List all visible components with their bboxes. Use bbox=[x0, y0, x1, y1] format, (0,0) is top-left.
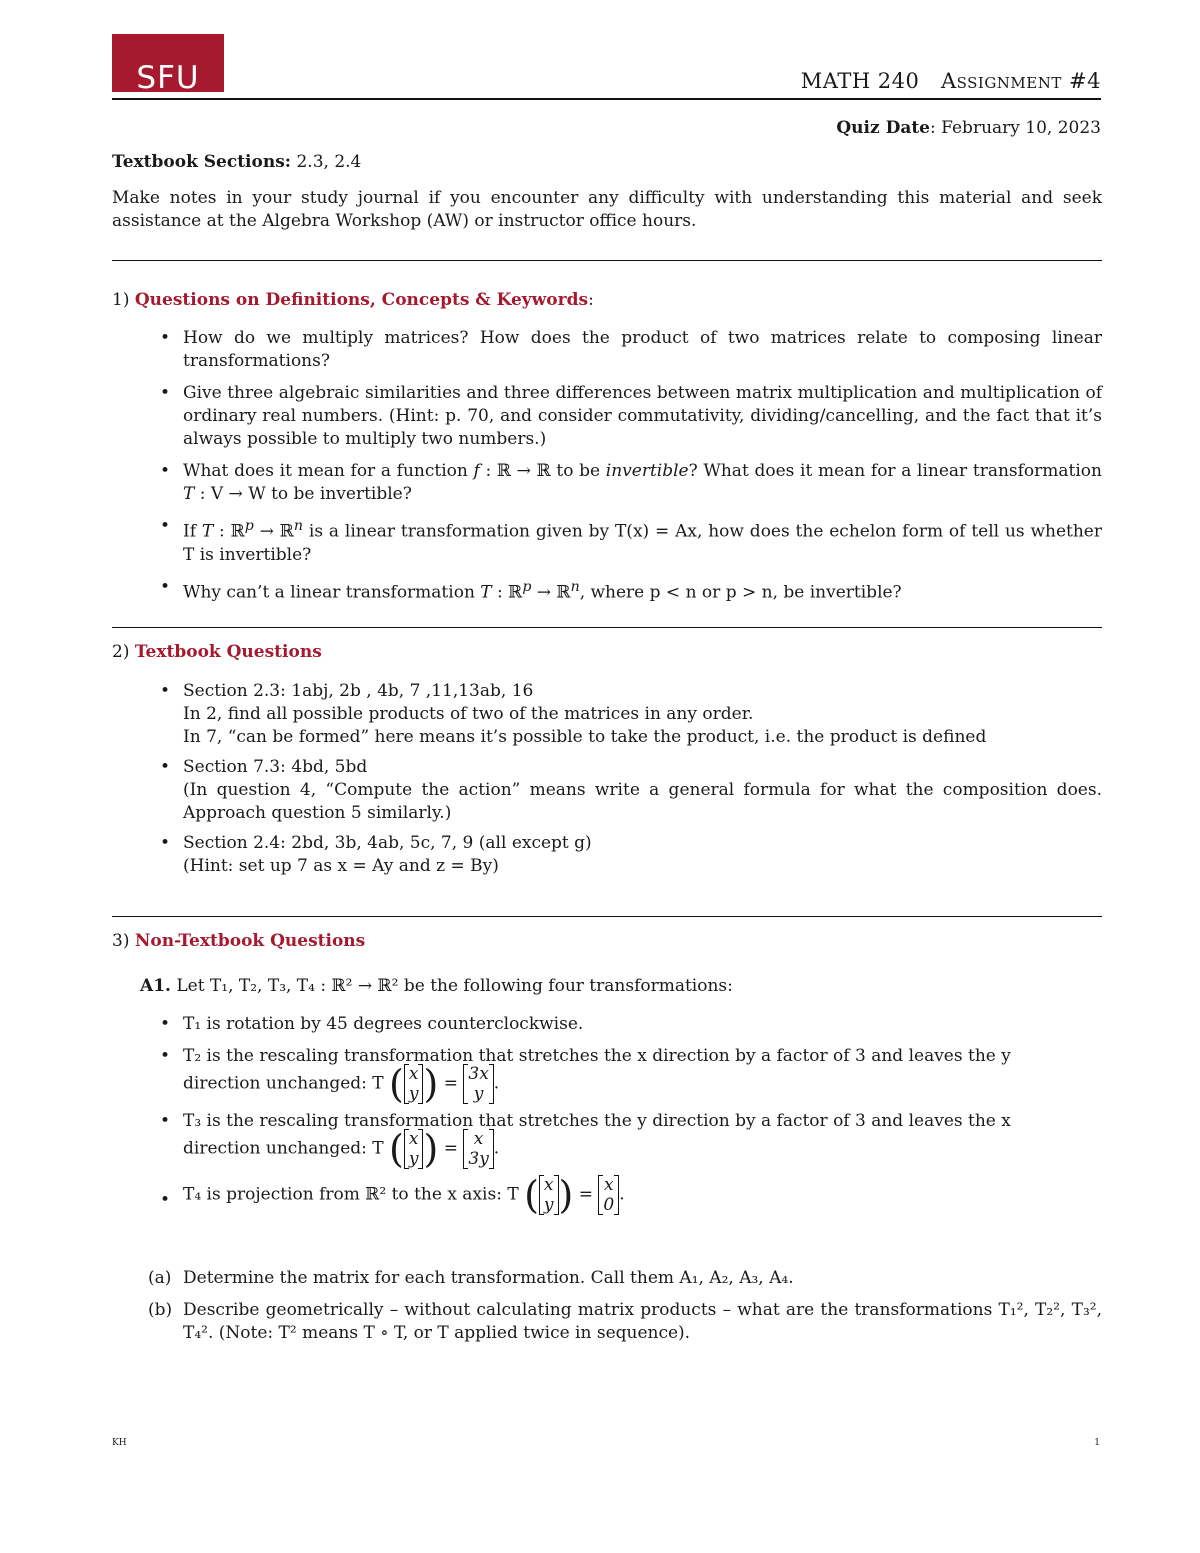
section-3-number: 3) bbox=[112, 931, 130, 951]
part-b bbox=[112, 1299, 1102, 1345]
item-text: : ℝ → ℝ to be bbox=[479, 461, 606, 481]
section-2-number: 2) bbox=[112, 642, 130, 662]
footer-initials: KH bbox=[112, 1438, 127, 1448]
bullet-icon: • bbox=[160, 1046, 171, 1066]
item-line: (In question 4, “Compute the action” means write a general formula for what the composition does. Approach question 5 similarly.) bbox=[183, 780, 1102, 823]
section-divider bbox=[112, 916, 1102, 917]
quiz-date-label: Quiz Date bbox=[836, 118, 930, 138]
matrix-input bbox=[539, 1175, 559, 1215]
item-line: Section 2.3: 1abj, 2b , 4b, 7 ,11,13ab, 16 bbox=[183, 681, 534, 701]
header-title bbox=[801, 70, 1101, 93]
item-line: In 2, find all possible products of two of the matrices in any order. bbox=[183, 704, 754, 724]
equals-sign: = bbox=[443, 1073, 458, 1094]
matrix-entry: y bbox=[408, 1084, 419, 1104]
section-1-list bbox=[112, 327, 1102, 604]
section-divider bbox=[112, 260, 1102, 261]
t2-text: T₂ is the rescaling transformation that stretches the x direction by a factor of 3 and leaves the y bbox=[183, 1046, 1011, 1066]
math-n: n bbox=[293, 518, 304, 534]
right-paren-icon: ) bbox=[423, 1062, 439, 1106]
emphasis: invertible bbox=[605, 461, 689, 481]
bullet-icon: • bbox=[160, 328, 171, 348]
textbook-sections-value: 2.3, 2.4 bbox=[291, 152, 362, 172]
item-text: tell us whether T is invertible? bbox=[183, 521, 1102, 565]
matrix-entry: x bbox=[408, 1064, 419, 1084]
course-code: MATH 240 bbox=[800, 69, 920, 93]
equals-sign: = bbox=[578, 1184, 593, 1205]
t4-formula bbox=[183, 1175, 1102, 1215]
bullet-icon: • bbox=[160, 383, 171, 403]
left-paren-icon: ( bbox=[389, 1127, 404, 1171]
item-text: Give three algebraic similarities and three differences between matrix multiplication and multiplication of ordinary real numbers. (Hint: p. 70, and consider commutativity, dividing/cancelling, and the fact that it’s always possible to multiply two numbers.) bbox=[183, 383, 1102, 449]
t2-formula-label: direction unchanged: T bbox=[183, 1073, 384, 1094]
list-item bbox=[112, 1013, 1102, 1036]
bullet-icon: • bbox=[160, 516, 171, 536]
equals-sign: = bbox=[443, 1138, 458, 1159]
section-3-title: Non-Textbook Questions bbox=[134, 931, 366, 951]
right-paren-icon: ) bbox=[423, 1127, 439, 1171]
list-item bbox=[112, 327, 1102, 373]
sfu-logo bbox=[112, 34, 224, 96]
list-item bbox=[112, 1110, 1102, 1169]
item-text: ? What does it mean for a linear transformation bbox=[688, 461, 1102, 481]
part-b-text: Describe geometrically – without calculating matrix products – what are the transformations T₁², T₂², T₃², T₄². (Note: T² means T ∘ T, or T applied twice in sequence). bbox=[183, 1300, 1102, 1343]
item-text: : ℝ bbox=[491, 582, 523, 603]
list-item bbox=[112, 1045, 1102, 1104]
matrix-input bbox=[404, 1129, 424, 1169]
logo-text: SFU bbox=[136, 60, 200, 96]
matrix-entry: y bbox=[408, 1149, 419, 1169]
math-t: T bbox=[480, 582, 492, 603]
list-item bbox=[112, 576, 1102, 605]
period: . bbox=[619, 1184, 625, 1205]
a1-intro bbox=[112, 975, 1102, 998]
matrix-entry: 0 bbox=[603, 1195, 615, 1215]
section-1-heading bbox=[112, 289, 1102, 312]
intro-paragraph: Make notes in your study journal if you encounter any difficulty with understanding this material and seek assistance at the Algebra Workshop (AW) or instructor office hours. bbox=[112, 188, 1102, 231]
item-text: , where p < n or p > n, be invertible? bbox=[579, 582, 902, 603]
matrix-output bbox=[463, 1129, 493, 1169]
t1-text: T₁ is rotation by 45 degrees counterclockwise. bbox=[183, 1014, 584, 1034]
t4-text: T₄ is projection from ℝ² to the x axis: T bbox=[183, 1184, 519, 1205]
matrix-entry: x bbox=[543, 1175, 554, 1195]
left-paren-icon: ( bbox=[389, 1062, 404, 1106]
section-2-title: Textbook Questions bbox=[134, 642, 322, 662]
right-paren-icon: ) bbox=[558, 1173, 574, 1217]
textbook-sections-label: Textbook Sections: bbox=[112, 152, 292, 172]
item-line: Section 2.4: 2bd, 3b, 4ab, 5c, 7, 9 (all except g) bbox=[183, 833, 592, 853]
item-line: (Hint: set up 7 as x = Ay and z = By) bbox=[183, 856, 499, 876]
matrix-entry: x bbox=[604, 1175, 614, 1195]
math-t: T bbox=[201, 521, 214, 542]
t3-formula-label: direction unchanged: T bbox=[183, 1138, 384, 1159]
item-text: → ℝ bbox=[531, 582, 571, 603]
part-a-text: Determine the matrix for each transformation. Call them A₁, A₂, A₃, A₄. bbox=[183, 1268, 794, 1288]
quiz-date bbox=[836, 117, 1101, 140]
list-item bbox=[112, 515, 1102, 567]
page-number: 1 bbox=[1094, 1438, 1100, 1448]
item-text: → ℝ bbox=[253, 521, 294, 542]
part-b-label: (b) bbox=[148, 1300, 173, 1320]
math-p: p bbox=[522, 578, 532, 595]
bullet-icon: • bbox=[160, 681, 171, 701]
matrix-entry: 3x bbox=[468, 1064, 489, 1084]
math-n: n bbox=[570, 578, 580, 595]
item-text: How do we multiply matrices? How does the product of two matrices relate to composing linear transformations? bbox=[183, 328, 1102, 371]
matrix-input bbox=[404, 1064, 424, 1104]
t2-formula bbox=[183, 1064, 1102, 1104]
matrix-entry: x bbox=[473, 1129, 484, 1149]
matrix-output bbox=[463, 1064, 493, 1104]
list-item bbox=[112, 832, 1102, 878]
quiz-date-value: : February 10, 2023 bbox=[930, 118, 1101, 138]
period: . bbox=[493, 1073, 500, 1094]
section-2-list bbox=[112, 680, 1102, 878]
bullet-icon: • bbox=[160, 576, 171, 597]
bullet-icon: • bbox=[160, 757, 171, 777]
assignment-title: Assignment #4 bbox=[940, 69, 1101, 93]
matrix-entry: x bbox=[408, 1129, 419, 1149]
matrix-entry: 3y bbox=[468, 1149, 489, 1169]
section-1-title: Questions on Definitions, Concepts & Keywords bbox=[134, 290, 589, 310]
header-divider bbox=[112, 98, 1101, 100]
item-text: : ℝ bbox=[213, 521, 245, 542]
list-item bbox=[112, 756, 1102, 825]
list-item bbox=[112, 1175, 1102, 1215]
bullet-icon: • bbox=[160, 461, 171, 481]
a1-label: A1. bbox=[140, 976, 171, 996]
left-paren-icon: ( bbox=[524, 1173, 539, 1217]
matrix-entry: y bbox=[473, 1084, 484, 1104]
section-2-heading bbox=[112, 641, 1102, 664]
textbook-sections bbox=[112, 151, 1102, 174]
list-item bbox=[112, 382, 1102, 451]
section-3-heading bbox=[112, 930, 1102, 953]
item-line: In 7, “can be formed” here means it’s possible to take the product, i.e. the product is defined bbox=[183, 727, 987, 747]
t3-formula bbox=[183, 1129, 1102, 1169]
item-text: is a linear transformation given by T(x) = Ax, how does the echelon form of bbox=[303, 521, 972, 542]
section-divider bbox=[112, 627, 1102, 628]
section-3-list bbox=[112, 1013, 1102, 1215]
list-item bbox=[112, 460, 1102, 506]
period: . bbox=[493, 1138, 500, 1159]
math-t: T bbox=[183, 484, 195, 504]
section-1-number: 1) bbox=[112, 290, 130, 310]
a1-text: Let T₁, T₂, T₃, T₄ : ℝ² → ℝ² be the following four transformations: bbox=[170, 976, 733, 996]
item-text: What does it mean for a function bbox=[183, 461, 474, 481]
item-text: : V → W to be invertible? bbox=[194, 484, 412, 504]
bullet-icon: • bbox=[160, 1111, 171, 1131]
item-text: If bbox=[183, 521, 202, 542]
bullet-icon: • bbox=[160, 833, 171, 853]
math-f: f bbox=[473, 461, 480, 481]
t3-text: T₃ is the rescaling transformation that stretches the y direction by a factor of 3 and leaves the x bbox=[183, 1111, 1011, 1131]
section-1-colon: : bbox=[588, 290, 594, 310]
bullet-icon: • bbox=[160, 1014, 171, 1034]
item-line: Section 7.3: 4bd, 5bd bbox=[183, 757, 368, 777]
bullet-icon: • bbox=[160, 1190, 171, 1210]
matrix-output bbox=[598, 1175, 619, 1215]
item-text: Why can’t a linear transformation bbox=[183, 582, 481, 603]
list-item bbox=[112, 680, 1102, 749]
part-a-label: (a) bbox=[148, 1268, 172, 1288]
math-p: p bbox=[244, 518, 254, 534]
part-a bbox=[112, 1267, 1102, 1290]
matrix-entry: y bbox=[543, 1195, 554, 1215]
